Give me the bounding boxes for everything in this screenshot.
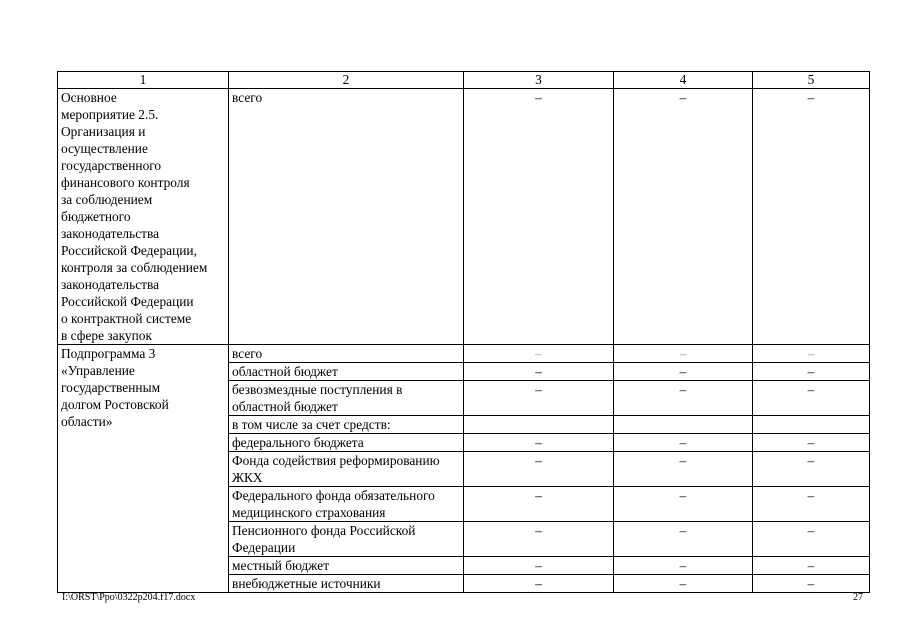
value-col-4: – xyxy=(614,487,753,522)
main-event-name: Основное мероприятие 2.5. Организация и осуществление государственного финансового контроля за соблюдением бюджетного законодательства Российской Федерации, контроля за соблюдением законодательства Российской Федерации о контрактной системе в сфере закупок xyxy=(58,89,229,345)
value-col-3: – xyxy=(464,452,614,487)
empty-cell xyxy=(753,416,870,434)
column-header-4: 4 xyxy=(614,72,753,89)
funding-source: местный бюджет xyxy=(229,557,464,575)
funding-source: Пенсионного фонда Российской Федерации xyxy=(229,522,464,557)
funding-source: всего xyxy=(229,345,464,363)
value-col-4: – xyxy=(614,557,753,575)
funding-source: всего xyxy=(229,89,464,345)
value-col-4: – xyxy=(614,89,753,345)
funding-source: федерального бюджета xyxy=(229,434,464,452)
column-header-5: 5 xyxy=(753,72,870,89)
value-col-3: – xyxy=(464,434,614,452)
value-col-5: – xyxy=(753,89,870,345)
value-col-5: – xyxy=(753,575,870,593)
value-col-4: – xyxy=(614,363,753,381)
value-col-4: – xyxy=(614,522,753,557)
budget-table xyxy=(57,71,870,593)
value-col-5: – xyxy=(753,434,870,452)
funding-source: областной бюджет xyxy=(229,363,464,381)
value-col-4: – xyxy=(614,575,753,593)
funding-source: безвозмездные поступления в областной бюджет xyxy=(229,381,464,416)
funding-source: Фонда содействия реформированию ЖКХ xyxy=(229,452,464,487)
value-col-3: – xyxy=(464,89,614,345)
value-col-3: – xyxy=(464,381,614,416)
empty-cell xyxy=(614,416,753,434)
funding-source: Федерального фонда обязательного медицинского страхования xyxy=(229,487,464,522)
footer-file-path: I:\ORST\Ppo\0322p204.f17.docx xyxy=(62,592,196,603)
value-col-4: – xyxy=(614,381,753,416)
table-row-main-event xyxy=(58,89,870,345)
value-col-3: – xyxy=(464,557,614,575)
footer-page-number: 27 xyxy=(853,592,863,603)
value-col-4: – xyxy=(614,345,753,363)
column-header-2: 2 xyxy=(229,72,464,89)
value-col-3: – xyxy=(464,363,614,381)
value-col-5: – xyxy=(753,522,870,557)
value-col-5: – xyxy=(753,345,870,363)
funding-source: внебюджетные источники xyxy=(229,575,464,593)
value-col-5: – xyxy=(753,381,870,416)
value-col-5: – xyxy=(753,452,870,487)
value-col-4: – xyxy=(614,434,753,452)
table-row xyxy=(58,345,870,363)
empty-cell xyxy=(464,416,614,434)
value-col-5: – xyxy=(753,363,870,381)
value-col-3: – xyxy=(464,575,614,593)
value-col-5: – xyxy=(753,487,870,522)
value-col-3: – xyxy=(464,487,614,522)
column-header-3: 3 xyxy=(464,72,614,89)
value-col-5: – xyxy=(753,557,870,575)
column-header-1: 1 xyxy=(58,72,229,89)
value-col-3: – xyxy=(464,345,614,363)
value-col-4: – xyxy=(614,452,753,487)
funding-source: в том числе за счет средств: xyxy=(229,416,464,434)
subprogram-name: Подпрограмма 3 «Управление государственным долгом Ростовской области» xyxy=(58,345,229,593)
table-header-row xyxy=(58,72,870,89)
value-col-3: – xyxy=(464,522,614,557)
